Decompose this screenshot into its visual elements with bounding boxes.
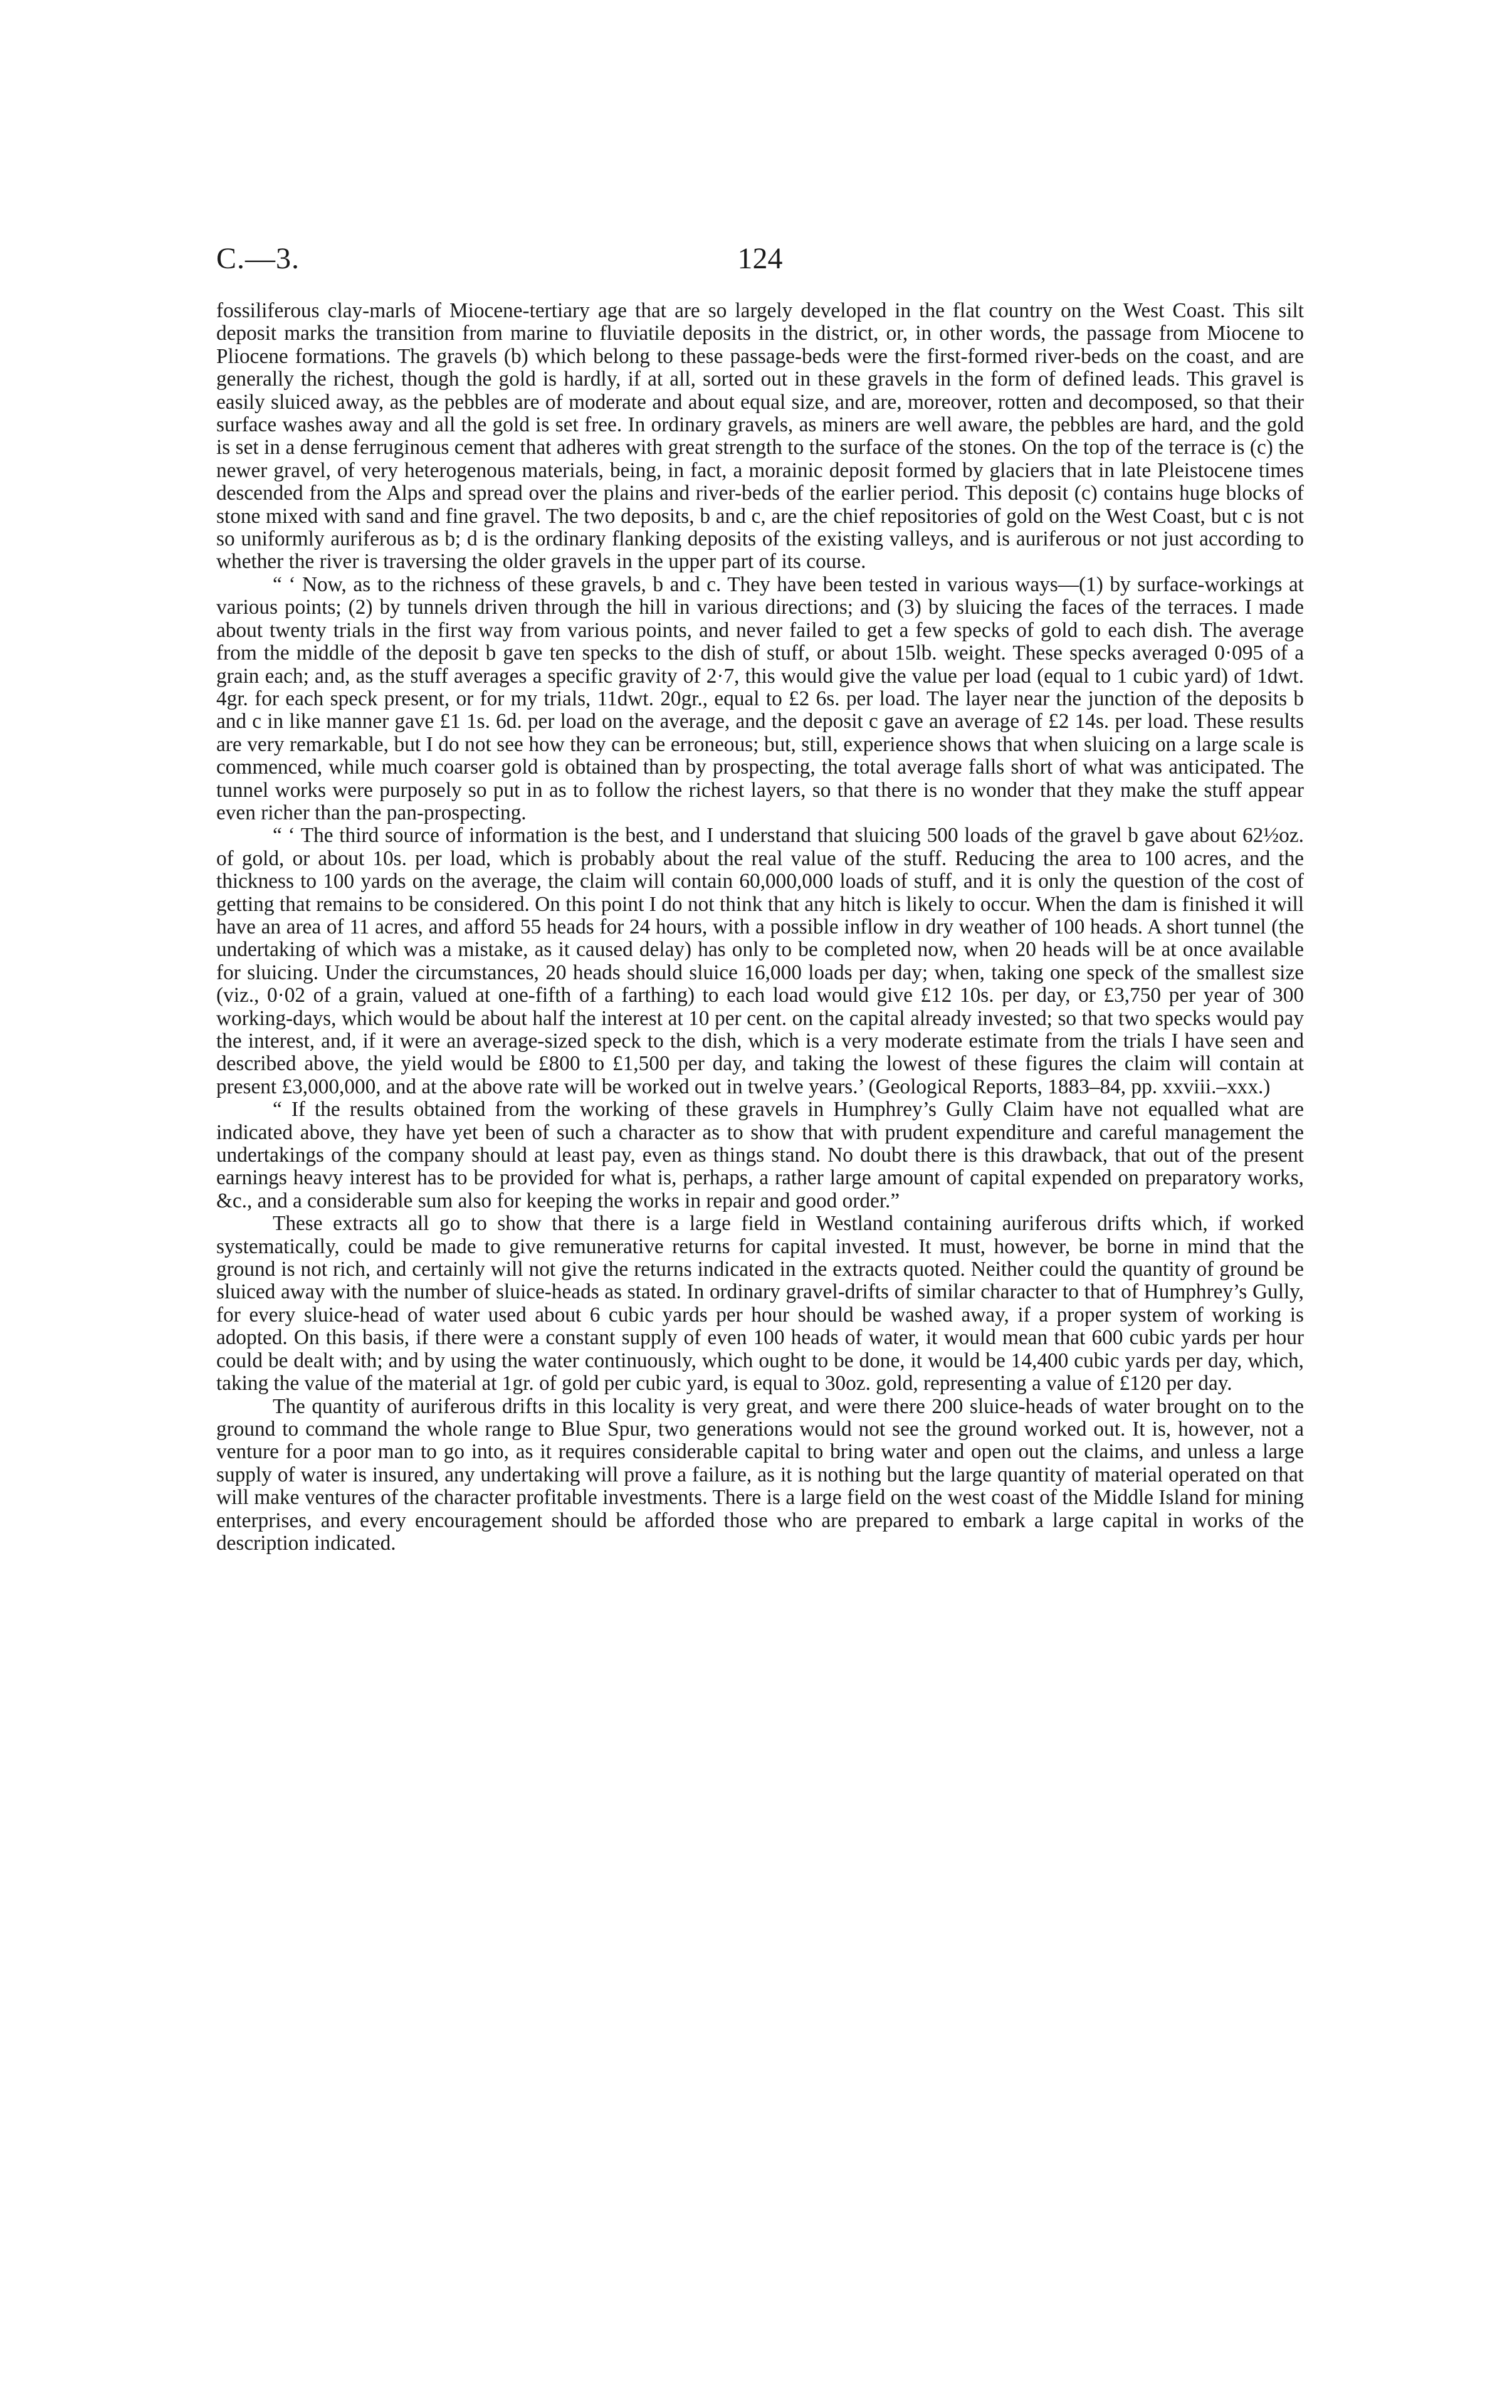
- paragraph-continuation: fossiliferous clay-marls of Miocene-tertiary age that are so largely developed in the flat country on the West Coast. This silt deposit marks the transition from marine to fluviatile deposits in the district, or, in other words, the passage from Miocene to Pliocene formations. The gravels (b) which belong to these passage-beds were the first-formed river-beds on the coast, and are generally the richest, though the gold is hardly, if at all, sorted out in these gravels in the form of defined leads. This gravel is easily sluiced away, as the pebbles are of moderate and about equal size, and are, moreover, rotten and decomposed, so that their surface washes away and all the gold is set free. In ordinary gravels, as miners are well aware, the pebbles are hard, and the gold is set in a dense ferruginous cement that adheres with great strength to the surface of the stones. On the top of the terrace is (c) the newer gravel, of very heterogenous materials, being, in fact, a morainic deposit formed by glaciers that in late Pleistocene times descended from the Alps and spread over the plains and river-beds of the earlier period. This deposit (c) contains huge blocks of stone mixed with sand and fine gravel. The two deposits, b and c, are the chief repositories of gold on the West Coast, but c is not so uniformly auriferous as b; d is the ordinary flanking deposits of the existing valleys, and is auriferous or not just according to whether the river is traversing the older gravels in the upper part of its course.: [216, 299, 1304, 574]
- paragraph-extracts-summary: These extracts all go to show that there is a large field in Westland containing auriferous drifts which, if worked systematically, could be made to give remunerative returns for capital invested. It must, however, be borne in mind that the ground is not rich, and certainly will not give the returns indicated in the extracts quoted. Neither could the quantity of ground be sluiced away with the number of sluice-heads as stated. In ordinary gravel-drifts of similar character to that of Humphrey’s Gully, for every sluice-head of water used about 6 cubic yards per hour should be washed away, if a proper system of working is adopted. On this basis, if there were a constant supply of even 100 heads of water, it would mean that 600 cubic yards per hour could be dealt with; and by using the water continuously, which ought to be done, it would be 14,400 cubic yards per day, which, taking the value of the material at 1gr. of gold per cubic yard, is equal to 30oz. gold, representing a value of £120 per day.: [216, 1212, 1304, 1396]
- body-text: [216, 300, 1304, 1555]
- paragraph-conclusion: The quantity of auriferous drifts in this locality is very great, and were there 200 sluice-heads of water brought on to the ground to command the whole range to Blue Spur, two generations would not see the ground worked out. It is, however, not a venture for a poor man to go into, as it requires considerable capital to bring water and open out the claims, and unless a large supply of water is insured, any undertaking will prove a failure, as it is nothing but the large quantity of material operated on that will make ventures of the character profitable investments. There is a large field on the west coast of the Middle Island for mining enterprises, and every encouragement should be afforded those who are prepared to embark a large capital in works of the description indicated.: [216, 1394, 1304, 1555]
- page-number: 124: [737, 242, 783, 275]
- paragraph-quote-third-source: “ ‘ The third source of information is the best, and I understand that sluicing 500 loads of the gravel b gave about 62½oz. of gold, or about 10s. per load, which is probably about the real value of the stuff. Reducing the area to 100 acres, and the thickness to 100 yards on the average, the claim will contain 60,000,000 loads of stuff, and it is only the question of the cost of getting that remains to be considered. On this point I do not think that any hitch is likely to occur. When the dam is finished it will have an area of 11 acres, and afford 55 heads for 24 hours, with a possible inflow in dry weather of 100 heads. A short tunnel (the undertaking of which was a mistake, as it caused delay) has only to be completed now, when 20 heads will be at once available for sluicing. Under the circumstances, 20 heads should sluice 16,000 loads per day; when, taking one speck of the smallest size (viz., 0·02 of a grain, valued at one-fifth of a farthing) to each load would give £12 10s. per day, or £3,750 per year of 300 working-days, which would be about half the interest at 10 per cent. on the capital already invested; so that two specks would pay the interest, and, if it were an average-sized speck to the dish, which is a very moderate estimate from the trials I have seen and described above, the yield would be £800 to £1,500 per day, and taking the lowest of these figures the claim will contain at present £3,000,000, and at the above rate will be worked out in twelve years.’ (Geological Reports, 1883–84, pp. xxviii.–xxx.): [216, 824, 1304, 1098]
- page-header: [216, 241, 1304, 279]
- paragraph-quote-richness: “ ‘ Now, as to the richness of these gravels, b and c. They have been tested in various ways—(1) by surface-workings at various points; (2) by tunnels driven through the hill in various directions; and (3) by sluicing the faces of the terraces. I made about twenty trials in the first way from various points, and never failed to get a few specks of gold to each dish. The average from the middle of the deposit b gave ten specks to the dish of stuff, or about 15lb. weight. These specks averaged 0·095 of a grain each; and, as the stuff averages a specific gravity of 2·7, this would give the value per load (equal to 1 cubic yard) of 1dwt. 4gr. for each speck present, or for my trials, 11dwt. 20gr., equal to £2 6s. per load. The layer near the junction of the deposits b and c in like manner gave £1 1s. 6d. per load on the average, and the deposit c gave an average of £2 14s. per load. These results are very remarkable, but I do not see how they can be erroneous; but, still, experience shows that when sluicing on a large scale is commenced, while much coarser gold is obtained than by prospecting, the total average falls short of what was anticipated. The tunnel works were purposely so put in as to follow the richest layers, so that there is no wonder that they make the stuff appear even richer than the pan-prospecting.: [216, 572, 1304, 824]
- paragraph-quote-humphreys-gully: “ If the results obtained from the working of these gravels in Humphrey’s Gully Claim have not equalled what are indicated above, they have yet been of such a character as to show that with prudent expenditure and careful management the undertakings of the company should at least pay, even as things stand. No doubt there is this drawback, that out of the present earnings heavy interest has to be provided for what is, perhaps, a rather large amount of capital expended on preparatory works, &c., and a considerable sum also for keeping the works in repair and good order.”: [216, 1098, 1304, 1212]
- document-reference: C.—3.: [216, 242, 300, 275]
